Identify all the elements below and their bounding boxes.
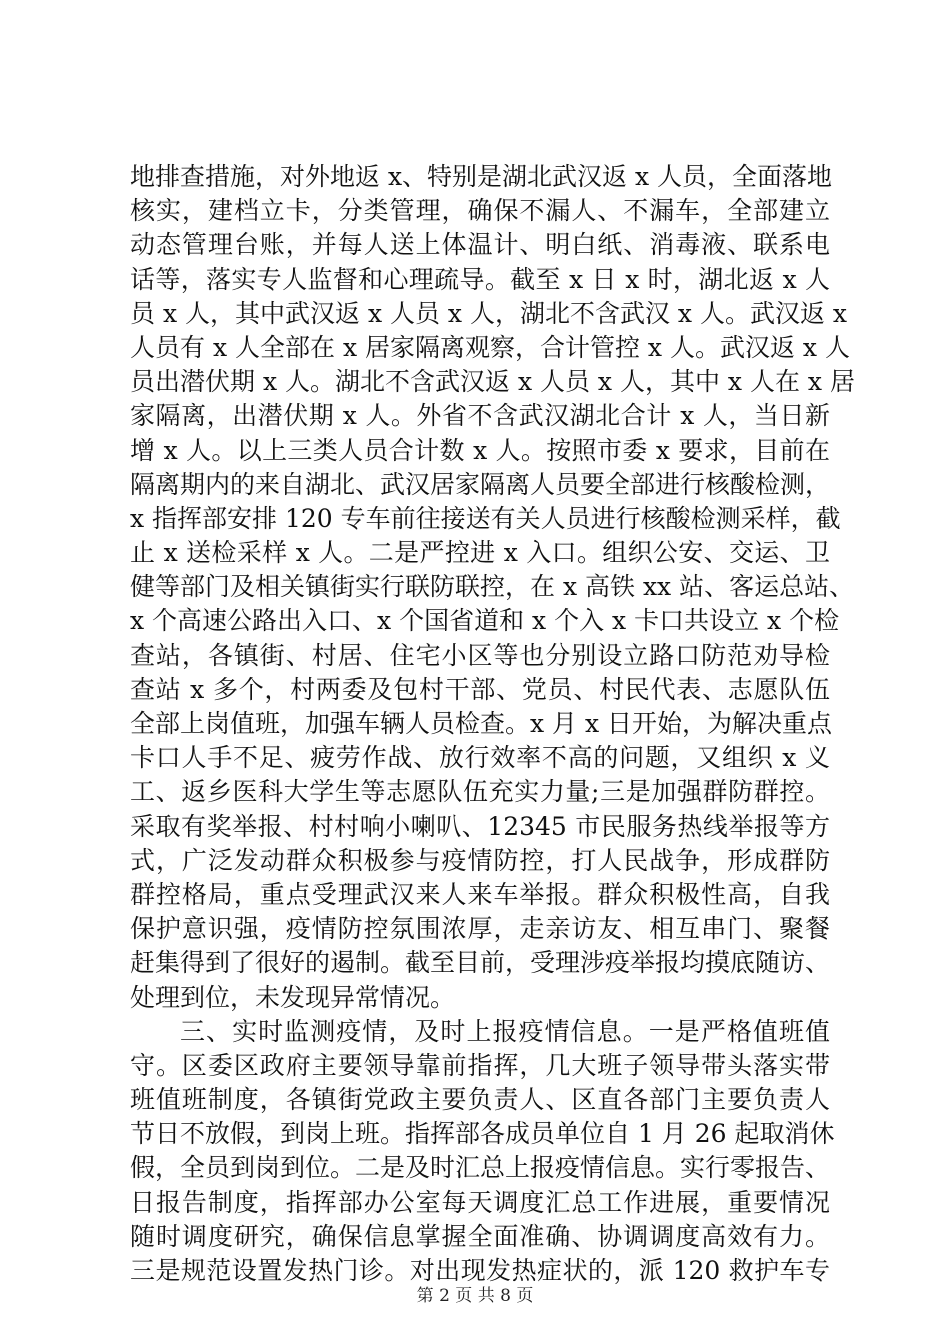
text-line: x 指挥部安排 120 专车前往接送有关人员进行核酸检测采样，截 bbox=[130, 503, 841, 533]
text-line: 卡口人手不足、疲劳作战、放行效率不高的问题，又组织 x 义 bbox=[130, 743, 830, 773]
text-line: 随时调度研究，确保信息掌握全面准确、协调调度高效有力。 bbox=[130, 1221, 830, 1251]
text-line: 动态管理台账，并每人送上体温计、明白纸、消毒液、联系电 bbox=[130, 230, 830, 260]
page-footer: 第 2 页 共 8 页 bbox=[416, 1286, 534, 1306]
text-line: 全部上岗值班，加强车辆人员检查。x 月 x 日开始，为解决重点 bbox=[130, 709, 833, 738]
body-text bbox=[130, 160, 855, 1288]
text-line: 采取有奖举报、村村响小喇叭、12345 市民服务热线举报等方 bbox=[130, 811, 830, 841]
text-line: 地排查措施，对外地返 x、特别是湖北武汉返 x 人员，全面落地 bbox=[130, 162, 833, 191]
text-line: 增 x 人。以上三类人员合计数 x 人。按照市委 x 要求，目前在 bbox=[130, 435, 830, 465]
text-line: 工、返乡医科大学生等志愿队伍充实力量;三是加强群防群控。 bbox=[130, 777, 830, 807]
text-line: 隔离期内的来自湖北、武汉居家隔离人员要全部进行核酸检测， bbox=[130, 469, 831, 499]
text-line: 赶集得到了很好的遏制。截至目前，受理涉疫举报均摸底随访、 bbox=[130, 948, 831, 978]
text-line: 班值班制度，各镇街党政主要负责人、区直各部门主要负责人 bbox=[130, 1085, 830, 1115]
text-line: 查站 x 多个，村两委及包村干部、党员、村民代表、志愿队伍 bbox=[130, 674, 830, 704]
text-line: 保护意识强，疫情防控氛围浓厚，走亲访友、相互串门、聚餐 bbox=[130, 914, 830, 944]
text-line: 守。区委区政府主要领导靠前指挥，几大班子领导带头落实带 bbox=[130, 1050, 830, 1080]
text-line: 止 x 送检采样 x 人。二是严控进 x 入口。组织公安、交运、卫 bbox=[130, 538, 830, 568]
text-line: 处理到位，未发现异常情况。 bbox=[130, 982, 456, 1012]
text-line: 查站，各镇街、村居、住宅小区等也分别设立路口防范劝导检 bbox=[130, 640, 830, 670]
text-line: 群控格局，重点受理武汉来人来车举报。群众积极性高，自我 bbox=[130, 879, 830, 909]
text-line: 话等，落实专人监督和心理疏导。截至 x 日 x 时，湖北返 x 人 bbox=[130, 264, 830, 294]
text-line: 健等部门及相关镇街实行联防联控，在 x 高铁 xx 站、客运总站、 bbox=[130, 572, 855, 602]
text-line: 节日不放假，到岗上班。指挥部各成员单位自 1 月 26 起取消休 bbox=[130, 1119, 835, 1149]
text-line: 式，广泛发动群众积极参与疫情防控，打人民战争，形成群防 bbox=[130, 845, 830, 875]
text-line: 核实，建档立卡，分类管理，确保不漏人、不漏车，全部建立 bbox=[130, 196, 830, 226]
section-heading-line: 三、实时监测疫情，及时上报疫情信息。一是严格值班值 bbox=[180, 1016, 830, 1046]
text-line: 三是规范设置发热门诊。对出现发热症状的，派 120 救护车专 bbox=[130, 1256, 830, 1285]
text-line: 员 x 人，其中武汉返 x 人员 x 人，湖北不含武汉 x 人。武汉返 x bbox=[130, 298, 848, 328]
text-line: 员出潜伏期 x 人。湖北不含武汉返 x 人员 x 人，其中 x 人在 x 居 bbox=[130, 367, 855, 397]
text-line: 家隔离，出潜伏期 x 人。外省不含武汉湖北合计 x 人，当日新 bbox=[130, 401, 830, 431]
text-line: 人员有 x 人全部在 x 居家隔离观察，合计管控 x 人。武汉返 x 人 bbox=[130, 332, 850, 362]
text-line: x 个高速公路出入口、x 个国省道和 x 个入 x 卡口共设立 x 个检 bbox=[130, 606, 840, 636]
text-line: 日报告制度，指挥部办公室每天调度汇总工作进展，重要情况 bbox=[130, 1187, 830, 1217]
text-line: 假，全员到岗到位。二是及时汇总上报疫情信息。实行零报告、 bbox=[130, 1153, 831, 1183]
